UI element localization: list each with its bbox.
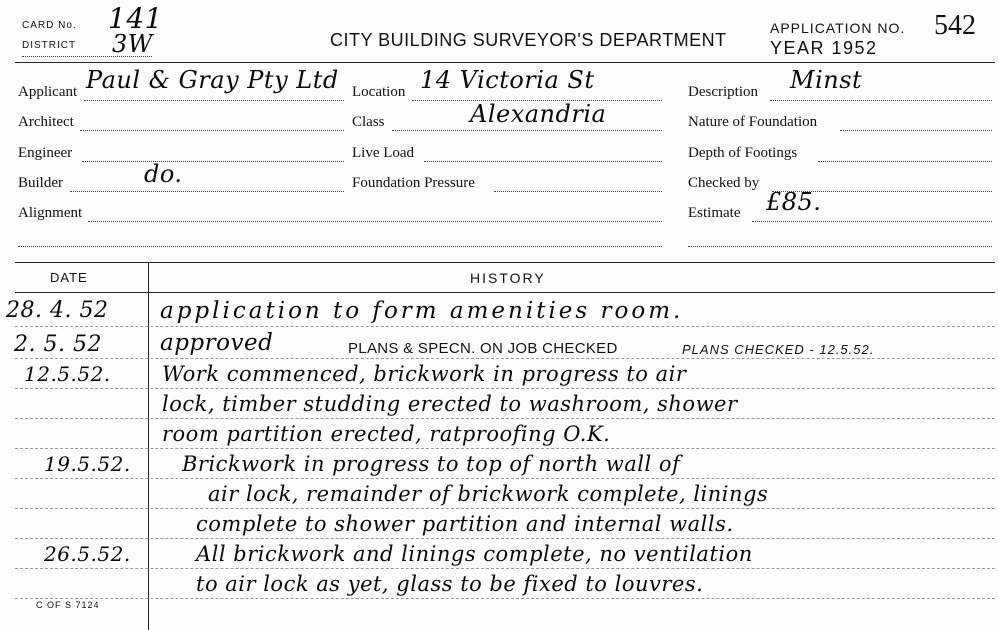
plans-checked-stamp: PLANS & SPECN. ON JOB CHECKED — [348, 340, 618, 357]
history-entry-line: to air lock as yet, glass to be fixed to louvres. — [196, 572, 704, 596]
year-label: YEAR 1952 — [770, 38, 878, 58]
form-code: C OF S 7124 — [36, 600, 100, 610]
history-entry-line: application to form amenities room. — [160, 298, 684, 324]
pressure-label: Foundation Pressure — [352, 175, 475, 191]
history-column-header: HISTORY — [470, 270, 546, 286]
builder-value: do. — [144, 160, 183, 188]
history-entry-line: room partition erected, ratproofing O.K. — [162, 422, 611, 446]
application-no-label: APPLICATION NO. — [770, 20, 906, 36]
class-label: Class — [352, 114, 385, 130]
applicant-label: Applicant — [18, 84, 78, 100]
depth-label: Depth of Footings — [688, 145, 798, 161]
nature-label: Nature of Foundation — [688, 114, 818, 130]
checked-label: Checked by — [688, 175, 760, 191]
location-value: 14 Victoria St — [420, 66, 595, 94]
history-entry-line: complete to shower partition and internal walls. — [196, 512, 734, 536]
history-entry-line: lock, timber studding erected to washroom, shower — [162, 392, 738, 416]
history-date: 28. 4. 52 — [6, 298, 109, 323]
history-date: 12.5.52. — [24, 362, 111, 386]
department-title: CITY BUILDING SURVEYOR'S DEPARTMENT — [330, 30, 727, 50]
estimate-label: Estimate — [688, 205, 741, 221]
liveload-label: Live Load — [352, 145, 415, 161]
alignment-label: Alignment — [18, 205, 83, 221]
location-label: Location — [352, 84, 406, 100]
architect-label: Architect — [18, 114, 74, 130]
card-no-label: CARD No. — [22, 20, 77, 31]
history-date: 19.5.52. — [44, 452, 131, 476]
history-entry-line: approved — [160, 330, 274, 356]
date-column-header: DATE — [50, 270, 88, 285]
history-date: 2. 5. 52 — [14, 332, 102, 357]
history-entry-line: Work commenced, brickwork in progress to air — [162, 362, 687, 386]
history-entry-line: air lock, remainder of brickwork complete, linings — [208, 482, 769, 506]
history-date: 26.5.52. — [44, 542, 131, 566]
engineer-label: Engineer — [18, 145, 73, 161]
estimate-value: £85. — [766, 188, 822, 216]
plans-checked-note: PLANS CHECKED - 12.5.52. — [682, 342, 875, 357]
district-label: DISTRICT — [22, 40, 77, 51]
applicant-value: Paul & Gray Pty Ltd — [86, 66, 339, 94]
description-value: Minst — [790, 66, 863, 94]
class-value: Alexandria — [470, 100, 607, 128]
builder-label: Builder — [18, 175, 63, 191]
history-entry-line: All brickwork and linings complete, no ventilation — [196, 542, 753, 566]
description-label: Description — [688, 84, 758, 100]
history-entry-line: Brickwork in progress to top of north wall of — [182, 452, 681, 476]
district-value: 3W — [112, 30, 153, 58]
card-no-value: 141 — [108, 2, 163, 35]
application-no-value: 542 — [934, 10, 976, 41]
